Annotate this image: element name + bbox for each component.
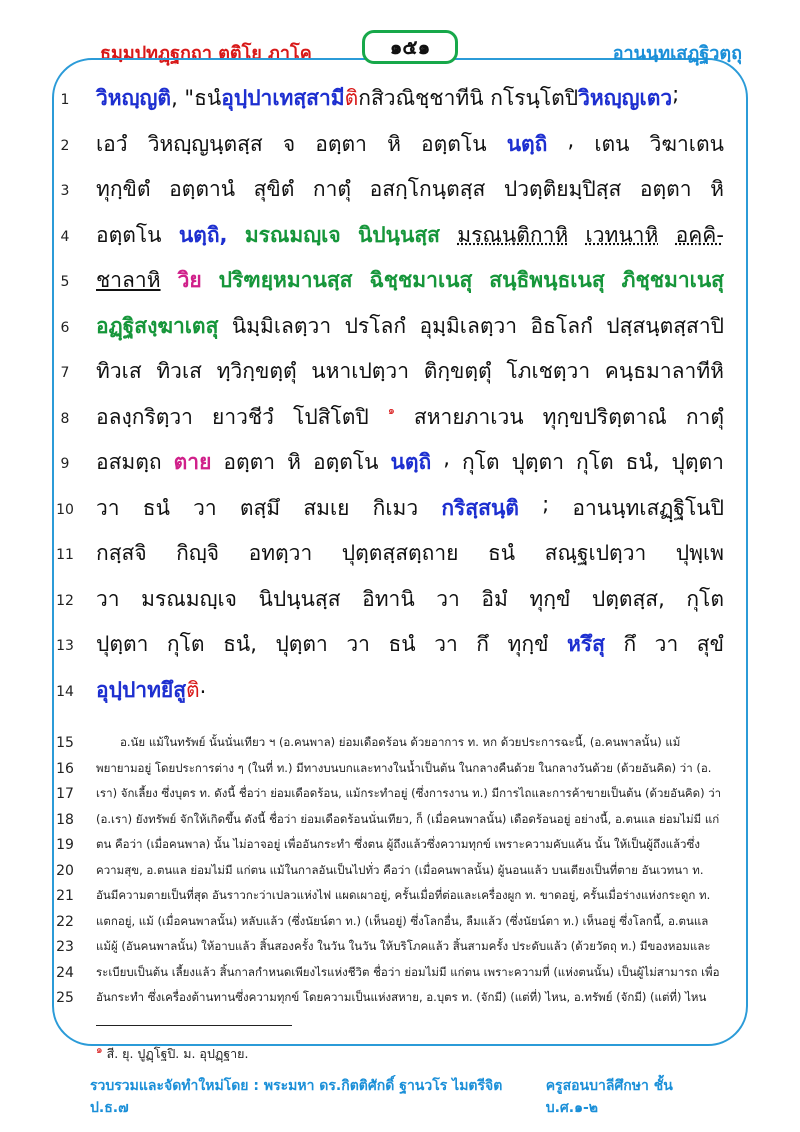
- line-number: 2: [60, 137, 70, 154]
- line-number: 23: [56, 939, 74, 955]
- pali-word: นตฺถิ,: [178, 222, 228, 247]
- pali-word: มรณนฺติกาหิ: [457, 222, 569, 247]
- pali-word: กิญฺจิ: [176, 541, 220, 565]
- pali-word: ปสฺสนฺตสฺสาปิ: [606, 313, 724, 338]
- footnote-text: สี. ยุ. ปูฏฺโฐปิ. ม. อุปฏฺฐาย.: [102, 1046, 249, 1062]
- pali-word: ทิวเส: [156, 359, 202, 383]
- pali-word: อิมํ: [481, 586, 508, 611]
- pali-word: อตฺตโน: [421, 131, 487, 156]
- footnote-mark: ๑: [96, 1044, 103, 1056]
- page-footer: [90, 1075, 730, 1119]
- pali-word: วา: [436, 586, 460, 611]
- pali-word: อตฺตโน: [312, 450, 379, 474]
- pali-word: อุปฺปาเทสฺสามี: [221, 86, 345, 110]
- header-title-right: อานนฺทเสฏฺฐิวตฺถุ: [612, 43, 742, 64]
- pali-word: ฉิชฺชมาเนสุ: [369, 268, 473, 292]
- pali-word: ติ: [186, 677, 200, 702]
- pali-word: ชาลาหิ: [96, 268, 161, 292]
- footer-course: ครูสอนบาลีศึกษา ชั้น บ.ศ.๑-๒: [545, 1078, 673, 1116]
- pali-word: สหายภาเวน: [413, 404, 524, 429]
- pali-word: อิธโลกํ: [530, 313, 593, 338]
- line-number: 18: [56, 811, 74, 828]
- line-number: 14: [56, 683, 74, 700]
- pali-word: ติกฺขตฺตุํ: [423, 359, 492, 383]
- pali-word: ธนํ,: [223, 632, 257, 656]
- pali-line: [96, 310, 724, 343]
- pali-word: หิ: [387, 131, 401, 156]
- line-number: 10: [56, 501, 74, 518]
- line-number: 15: [56, 735, 74, 751]
- pali-word: ทิวเส: [96, 359, 142, 383]
- line-number: 16: [56, 760, 74, 777]
- pali-word: นหาเปตฺวา: [311, 359, 410, 383]
- pali-word: อตฺตา: [315, 131, 367, 156]
- pali-word: กึ: [623, 632, 637, 656]
- line-number: 24: [56, 964, 74, 981]
- pali-word: ปรโลกํ: [344, 313, 407, 338]
- line-number: 5: [60, 274, 70, 290]
- pali-word: นตฺถิ: [390, 450, 432, 474]
- pali-word: วิหญฺญเตว: [578, 86, 673, 110]
- pali-word: นตฺถิ: [506, 131, 548, 156]
- pali-word: วา: [96, 495, 120, 520]
- footer-author: รวบรวมและจัดทำใหม่โดย : พระมหา ดร.กิตติศักดิ์ ฐานวโร ไมตรีจิต ป.ธ.๗: [90, 1078, 503, 1116]
- pali-word: ธนํ: [487, 541, 516, 565]
- pali-word: หิ: [710, 177, 724, 201]
- pali-word: วิย: [177, 268, 202, 292]
- header-title-left: ธมฺมปทฏฺฐกถา ตติโย ภาโค: [100, 43, 312, 64]
- pali-word: วา: [434, 632, 458, 656]
- footnote-ref: ๑: [387, 403, 395, 417]
- pali-word: กุโต: [576, 450, 614, 474]
- line-number: 3: [60, 183, 70, 199]
- pali-word: ,: [443, 446, 450, 470]
- pali-word: สณฺฐเปตฺวา: [544, 541, 647, 565]
- line-number: 25: [56, 990, 74, 1006]
- translation-line: อ.นัย แม้ในทรัพย์ นั้นนั่นเทียว ฯ (อ.คนพาล) ย่อมเดือดร้อน ด้วยอาการ ท. หก ด้วยประการฉะนี้, (อ.คนพาลนั้น) แม้: [120, 735, 681, 749]
- pali-word: ทฺวิกฺขตฺตุํ: [216, 359, 297, 383]
- pali-line: [96, 674, 724, 707]
- pali-word: อตฺตานํ: [169, 177, 236, 201]
- line-number: 7: [60, 365, 70, 381]
- footnote-divider: [96, 1025, 292, 1026]
- pali-word: , "ธนํ: [171, 86, 222, 110]
- pali-word: ;: [672, 82, 680, 106]
- pali-word: ธนํ: [142, 495, 170, 520]
- pali-word: อตฺตา: [223, 450, 276, 474]
- translation-line: แตกอยู่, แม้ (เมื่อคนพาลนั้น) หลับแล้ว (ซึ่งนัยน์ตา ท.) (เห็นอยู่) ซึ่งโลกอื่น, ลืมแล้ว (ซึ่งนัยน์ตา ท.) เห็นอยู่ ซึ่งโลกนี้, อ.ตนแล: [96, 913, 709, 928]
- pali-line: [96, 219, 724, 252]
- pali-word: วิหญฺญนฺตสฺส: [147, 131, 263, 156]
- pali-word: ติ: [344, 86, 359, 110]
- pali-line: [96, 446, 724, 479]
- line-number: 1: [60, 92, 70, 108]
- pali-word: มรณมญฺเจ: [244, 222, 341, 247]
- pali-word: เตน: [594, 131, 630, 156]
- pali-word: ทุกฺขํ: [507, 632, 549, 656]
- translation-line: แม้ผู้ (อันคนพาลนั้น) ให้อาบแล้ว สิ้นสองครั้ง ในวัน ในวัน ให้บริโภคแล้ว สิ้นสามครั้ง ประดับแล้ว (ด้วยวัตถุ ท.) มีของหอมและ: [96, 939, 711, 953]
- line-number: 11: [56, 547, 74, 563]
- line-number: 12: [56, 592, 74, 609]
- pali-word: นิมฺมิเลตฺวา: [231, 313, 332, 338]
- translation-line: ระเบียบเป็นต้น เลี้ยงแล้ว สิ้นกาลกำหนดเพียงไรแห่งชีวิต ชื่อว่า ย่อมไม่มี แก่ตน เพราะความที่ (แห่งตนนั้น) เป็นผู้ไม่สามารถ เพื่อ: [96, 964, 720, 979]
- pali-word: อุมฺมิเลตฺวา: [419, 313, 518, 338]
- pali-word: นิปนฺนสฺส: [258, 586, 341, 611]
- pali-word: วา: [654, 632, 679, 656]
- pali-word: วิฆาเตน: [649, 131, 724, 156]
- pali-word: อฏฺฐิสงฺฆาเตสุ: [96, 313, 219, 338]
- pali-word: อิทานิ: [362, 586, 415, 611]
- pali-word: นิปนฺนสฺส: [357, 222, 440, 247]
- pali-word: ตสฺมึ: [239, 495, 281, 520]
- pali-word: สุขํ: [696, 632, 724, 656]
- pali-word: ปตฺตสฺส,: [591, 586, 665, 611]
- line-number: 9: [60, 456, 70, 472]
- pali-word: อตฺตา: [639, 177, 692, 201]
- pali-word: อทตฺวา: [248, 541, 313, 565]
- translation-line: พยายามอยู่ โดยประการต่าง ๆ (ในที่ ท.) มีทางบนบกและทางในน้ำเป็นต้น ในกลางคืนด้วย ในกลางวันด้วย (ด้วยอันคิด) ว่า (อ.: [96, 760, 712, 775]
- pali-word: ปุตฺตสฺสตฺถาย: [341, 541, 459, 565]
- pali-word: ปวตฺติยมฺปิสฺส: [503, 177, 622, 201]
- pali-line: [96, 537, 724, 570]
- pali-line: [96, 173, 724, 206]
- pali-line: [96, 355, 724, 388]
- pali-word: ตาย: [173, 450, 212, 474]
- line-number: 22: [56, 913, 74, 930]
- pali-word: วา: [346, 632, 370, 656]
- line-number: 20: [56, 862, 74, 879]
- pali-word: หรึสุ: [566, 632, 605, 656]
- pali-line: [96, 628, 724, 661]
- pali-word: เอวํ: [96, 131, 128, 156]
- translation-line: (อ.เรา) ยังทรัพย์ จักให้เกิดขึ้น ดังนี้ ชื่อว่า ย่อมเดือดร้อนนั่นเทียว, ก็ (เมื่อคนพาลนั้น) เดือดร้อนอยู่ อย่างนี้, อ.ตนแล ย่อมไม่มี แก่: [96, 811, 720, 826]
- pali-word: ยาวชีวํ: [212, 404, 274, 429]
- pali-word: ทุกฺขปริตฺตาณํ: [542, 404, 667, 429]
- pali-word: ปุพฺเพ: [675, 541, 724, 565]
- line-number: 17: [56, 786, 74, 802]
- pali-word: กิเมว: [372, 495, 419, 520]
- pali-word: อุปฺปาทยึสู: [96, 677, 187, 702]
- pali-word: ภิชฺชมาเนสุ: [621, 268, 724, 292]
- pali-line: [96, 264, 724, 297]
- pali-line: [96, 401, 724, 434]
- pali-word: อลงฺกริตฺวา: [96, 404, 193, 429]
- translation-line: อันมีความตายเป็นที่สุด อันราวกะว่าเปลวแห่งไฟ แผดเผาอยู่, ครั้นเมื่อที่ต่อและเครื่องผูก ท. ขาดอยู่, ครั้นเมื่อร่างแห่งกระดูก ท.: [96, 888, 711, 902]
- page-number-badge: ๑๕๑: [362, 30, 458, 64]
- line-number: 6: [60, 319, 70, 336]
- pali-word: อคฺคิ-: [675, 222, 724, 247]
- pali-word: สมเย: [303, 495, 350, 520]
- pali-word: วา: [96, 586, 120, 611]
- pali-word: เวทนาหิ: [585, 222, 659, 247]
- pali-word: กาตุํ: [685, 404, 724, 429]
- pali-word: อสมตฺถ: [96, 450, 162, 474]
- pali-word: ธนํ: [388, 632, 416, 656]
- pali-word: ปุตฺตา: [96, 632, 149, 656]
- translation-line: ความสุข, อ.ตนแล ย่อมไม่มี แก่ตน แม้ในกาลอันเป็นไปทั่ว คือว่า (เมื่อคนพาลนั้น) ผู้นอนแล้ว บนเตียงเป็นที่ตาย อันเวทนา ท.: [96, 862, 704, 877]
- pali-word: หิ: [287, 450, 301, 474]
- pali-line: [96, 82, 724, 115]
- pali-line: [96, 492, 724, 525]
- pali-word: ,: [567, 127, 575, 152]
- pali-word: กาตุํ: [312, 177, 352, 201]
- pali-word: มรณมญฺเจ: [141, 586, 237, 611]
- pali-word: กสิวณิชฺชาทีนิ กโรนฺโตปิ: [358, 86, 579, 110]
- pali-word: กริสฺสนฺติ: [441, 495, 519, 520]
- line-number: 19: [56, 837, 74, 853]
- pali-word: สนฺธิพนฺธเนสุ: [489, 268, 605, 292]
- pali-word: ทุกฺขิตํ: [96, 177, 151, 201]
- pali-word: อตฺตโน: [96, 222, 162, 247]
- pali-line: [96, 583, 724, 616]
- pali-word: ปุตฺตา: [511, 450, 564, 474]
- pali-word: จ: [282, 131, 296, 156]
- pali-word: วา: [193, 495, 217, 520]
- line-number: 4: [60, 228, 70, 245]
- line-number: 21: [56, 888, 74, 904]
- pali-word: ;: [542, 491, 550, 516]
- pali-word: กุโต: [166, 632, 205, 656]
- pali-word: อานนฺทเสฏฺฐิโนปิ: [572, 495, 724, 520]
- line-number: 8: [60, 410, 70, 427]
- pali-word: ธนํ,: [625, 450, 660, 474]
- line-number: 13: [56, 638, 74, 654]
- pali-word: ทุกฺขํ: [529, 586, 571, 611]
- pali-word: โปสิโตปิ: [293, 404, 369, 429]
- translation-line: ตน คือว่า (เมื่อคนพาล) นั้น ไม่อาจอยู่ เพื่ออันกระทำ ซึ่งตน ผู้ถึงแล้วซึ่งความทุกข์ เพราะความคับแค้น นั้น ให้เป็นผู้ถึงแล้วซึ่ง: [96, 837, 700, 851]
- translation-line: เรา) จักเลี้ยง ซึ่งบุตร ท. ดังนี้ ชื่อว่า ย่อมเดือดร้อน, แม้กระทำอยู่ (ซึ่งการงาน ท.) มีการไถและการค้าขายเป็นต้น (ด้วยอันคิด) ว่า: [96, 786, 722, 800]
- pali-word: สุขิตํ: [253, 177, 295, 201]
- pali-word: โภเชตฺวา: [506, 359, 591, 383]
- pali-word: .: [199, 673, 207, 698]
- pali-word: คนฺธมาลาทีหิ: [604, 359, 724, 383]
- pali-word: กึ: [476, 632, 490, 656]
- translation-line: อันกระทำ ซึ่งเครื่องต้านทานซึ่งความทุกข์ โดยความเป็นแห่งสหาย, อ.บุตร ท. (จักมี) (แต่ที่) ไหน, อ.ทรัพย์ (จักมี) (แต่ที่) ไหน: [96, 990, 707, 1004]
- pali-word: วิหญฺญติ: [96, 86, 172, 110]
- pali-word: กสฺสจิ: [96, 541, 147, 565]
- pali-word: อสกฺโกนฺตสฺส: [369, 177, 486, 201]
- pali-word: ปริฑยฺหมานสฺส: [218, 268, 353, 292]
- pali-word: ปุตฺตา: [275, 632, 328, 656]
- footnote: [96, 1041, 248, 1064]
- pali-line: [96, 128, 724, 161]
- pali-word: กุโต: [686, 586, 724, 611]
- pali-word: ปุตฺตา: [671, 450, 724, 474]
- pali-word: กุโต: [461, 450, 500, 474]
